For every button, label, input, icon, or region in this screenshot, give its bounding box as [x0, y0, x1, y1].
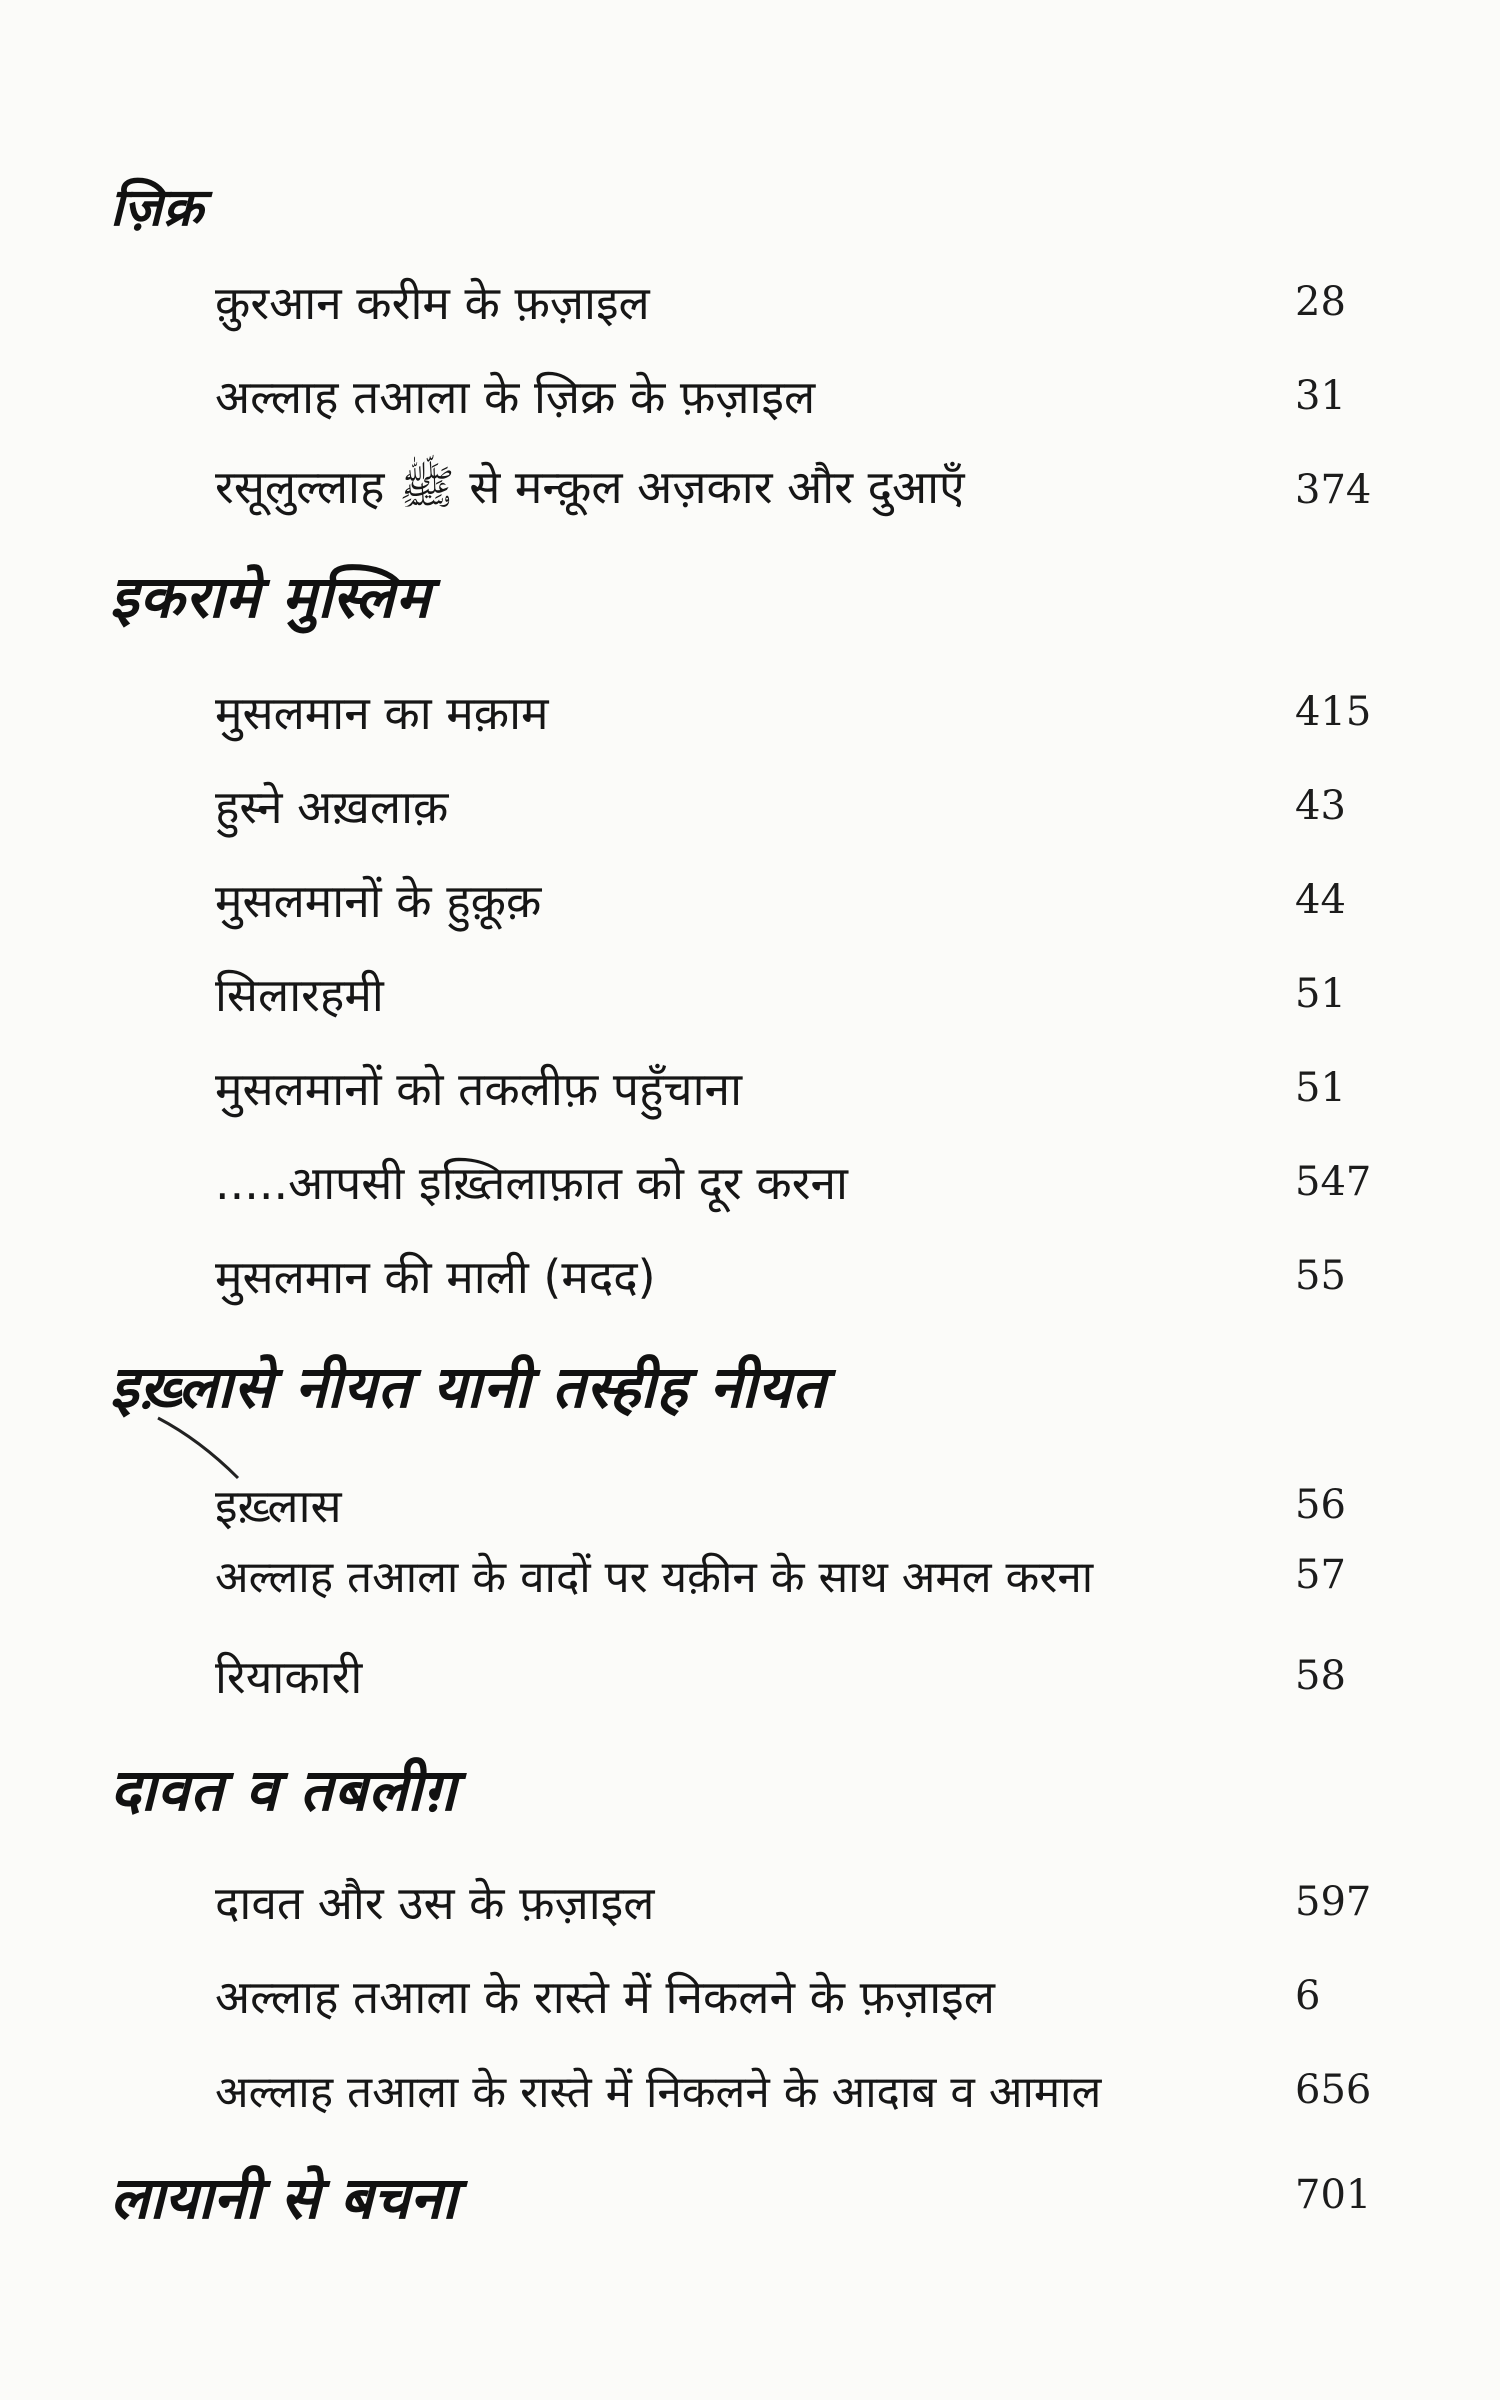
entry-page-number: 58	[1295, 1653, 1346, 1699]
entry-title: मुसलमानों के हुक़ूक़	[215, 874, 542, 928]
entry-page-number: 701	[1295, 2172, 1372, 2218]
entry-title: अल्लाह तआला के रास्ते में निकलने के फ़ज़ाइल	[215, 1970, 995, 2024]
list-item	[215, 1540, 1400, 1610]
entry-page-number: 57	[1295, 1552, 1346, 1598]
entry-title: मुसलमान की माली (मदद)	[215, 1250, 656, 1304]
entry-page-number: 51	[1295, 1065, 1346, 1111]
list-item	[215, 1862, 1400, 1942]
entry-title: अल्लाह तआला के वादों पर यक़ीन के साथ अमल करना	[215, 1552, 1094, 1603]
entry-title: दावत और उस के फ़ज़ाइल	[215, 1876, 655, 1930]
entry-title: .....आपसी इख़्तिलाफ़ात को दूर करना	[215, 1156, 848, 1210]
section-heading-zikr: ज़िक्र	[110, 178, 204, 238]
entry-title: इख़्लास	[215, 1479, 342, 1533]
section-heading-layani: लायानी से बचना	[110, 2163, 457, 2232]
entry-page-number: 28	[1295, 279, 1346, 325]
entry-title: मुसलमानों को तकलीफ़ पहुँचाना	[215, 1062, 743, 1116]
entry-page-number: 597	[1295, 1879, 1372, 1925]
entry-page-number: 6	[1295, 1973, 1321, 2019]
list-item	[215, 1470, 1400, 1540]
entry-title: सिलारहमी	[215, 968, 384, 1022]
entry-page-number: 547	[1295, 1159, 1372, 1205]
entry-page-number: 374	[1295, 467, 1372, 513]
entry-title: रियाकारी	[215, 1650, 363, 1704]
entry-title: क़ुरआन करीम के फ़ज़ाइल	[215, 276, 650, 330]
entry-page-number: 31	[1295, 373, 1346, 419]
entry-page-number: 43	[1295, 783, 1346, 829]
entry-title: अल्लाह तआला के ज़िक्र के फ़ज़ाइल	[215, 370, 816, 424]
entry-page-number: 55	[1295, 1253, 1346, 1299]
entry-page-number: 56	[1295, 1482, 1346, 1528]
section-row-layani	[110, 2150, 1400, 2240]
entry-title: हुस्ने अख़लाक़	[215, 780, 449, 834]
list-item	[215, 2050, 1400, 2130]
list-item	[215, 1636, 1400, 1716]
section-heading-ikrame-muslim: इकरामे मुस्लिम	[110, 563, 431, 631]
entry-page-number: 51	[1295, 971, 1346, 1017]
entry-page-number: 415	[1295, 689, 1372, 735]
entry-title: मुसलमान का मक़ाम	[215, 686, 549, 740]
entry-title: रसूलुल्लाह ﷺ से मन्क़ूल अज़कार और दुआएँ	[215, 459, 965, 514]
section-heading-dawat-tablig: दावत व तबलीग़	[110, 1756, 457, 1824]
entry-page-number: 656	[1295, 2067, 1372, 2113]
entry-page-number: 44	[1295, 877, 1346, 923]
section-heading-ikhlase-niyat: इख़्लासे नीयत यानी तस्हीह नीयत	[110, 1353, 827, 1421]
entry-title: अल्लाह तआला के रास्ते में निकलने के आदाब व आमाल	[215, 2067, 1102, 2118]
list-item	[215, 1956, 1400, 2036]
